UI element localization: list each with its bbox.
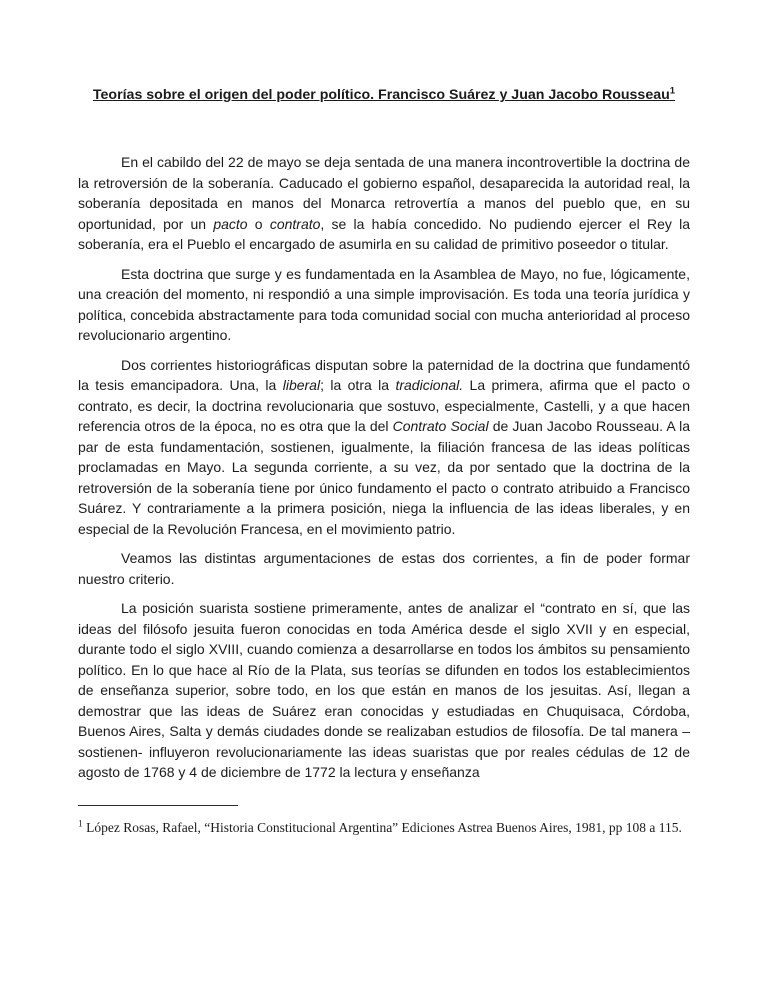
document-body <box>78 152 690 783</box>
paragraph-3 <box>78 355 690 540</box>
footnote-marker: 1 <box>78 819 83 829</box>
text-run: La posición suarista sostiene primeramente, antes de analizar el “contrato en sí, que las ideas del filósofo jesuita fueron conocidas en toda América desde el siglo XVII y en especial, durante todo el siglo XVIII, cuando comienza a desarrollarse en todos los ámbitos su pensamiento político. En lo que hace al Río de la Plata, sus teorías se difunden en todos los establecimientos de enseñanza superior, sobre todo, en los que están en manos de los jesuitas. Así, llegan a demostrar que las ideas de Suárez eran conocidas y estudiadas en Chuquisaca, Córdoba, Buenos Aires, Salta y demás ciudades donde se realizaban estudios de filosofía. De tal manera –sostienen- influyeron revolucionariamente las ideas suaristas que por reales cédulas de 12 de agosto de 1768 y 4 de diciembre de 1772 la lectura y enseñanza <box>78 600 690 780</box>
text-run: , se la había concedido. No pudiendo ejercer el Rey la soberanía, era el Pueblo el encargado de asumirla en su calidad de primitivo poseedor o titular. <box>78 215 690 252</box>
document-title-text: Teorías sobre el origen del poder político. Francisco Suárez y Juan Jacobo Rousseau <box>92 87 670 103</box>
paragraph-5 <box>78 598 690 783</box>
text-run: En el cabildo del 22 de mayo se deja sentada de una manera incontrovertible la doctrina de la retroversión de la soberanía. Caducado el gobierno español, desaparecida la autoridad real, la soberanía depositada en manos del Monarca retrovertía a manos del pueblo que, en su oportunidad, por un <box>78 154 690 232</box>
italic-run: Contrato Social <box>392 418 489 434</box>
paragraph-1 <box>78 152 690 255</box>
italic-run: pacto <box>213 215 248 232</box>
italic-run: liberal <box>282 377 321 393</box>
paragraph-4 <box>78 548 690 589</box>
text-run: ; la otra la <box>320 377 396 393</box>
title-footnote-ref: 1 <box>669 85 676 97</box>
text-run: o <box>247 215 270 232</box>
document-content <box>78 85 690 837</box>
italic-run: tradicional. <box>395 377 464 393</box>
document-title <box>78 85 690 105</box>
text-run: La primera, afirma que el pacto o contrato, es decir, la doctrina revolucionaria que sostuvo, especialmente, Castelli, y a que hacen referencia otros de la época, no es otra que la del <box>78 377 690 434</box>
footnote <box>78 819 690 837</box>
italic-run: contrato <box>269 215 321 232</box>
text-run: Dos corrientes historiográficas disputan sobre la paternidad de la doctrina que fundamentó la tesis emancipadora. Una, la <box>78 356 690 393</box>
paragraph-2 <box>78 264 690 346</box>
document-title-underline <box>93 87 675 103</box>
footnote-separator <box>78 805 238 806</box>
footnote-text: López Rosas, Rafael, “Historia Constitucional Argentina” Ediciones Astrea Buenos Aires, 1981, pp 108 a 115. <box>82 819 682 835</box>
text-run: de Juan Jacobo Rousseau. A la par de esta fundamentación, sostienen, igualmente, la filiación francesa de las ideas políticas proclamadas en Mayo. La segunda corriente, a su vez, da por sentado que la doctrina de la retroversión de la soberanía tiene por único fundamento el pacto o contrato atribuido a Francisco Suárez. Y contrariamente a la primera posición, niega la influencia de las ideas liberales, y en especial de la Revolución Francesa, en el movimiento patrio. <box>78 418 690 537</box>
text-run: Esta doctrina que surge y es fundamentada en la Asamblea de Mayo, no fue, lógicamente, una creación del momento, ni respondió a una simple improvisación. Es toda una teoría jurídica y política, concebida abstractamente para toda comunidad social con mucha anterioridad al proceso revolucionario argentino. <box>78 265 690 343</box>
text-run: Veamos las distintas argumentaciones de estas dos corrientes, a fin de poder formar nuestro criterio. <box>78 550 690 587</box>
